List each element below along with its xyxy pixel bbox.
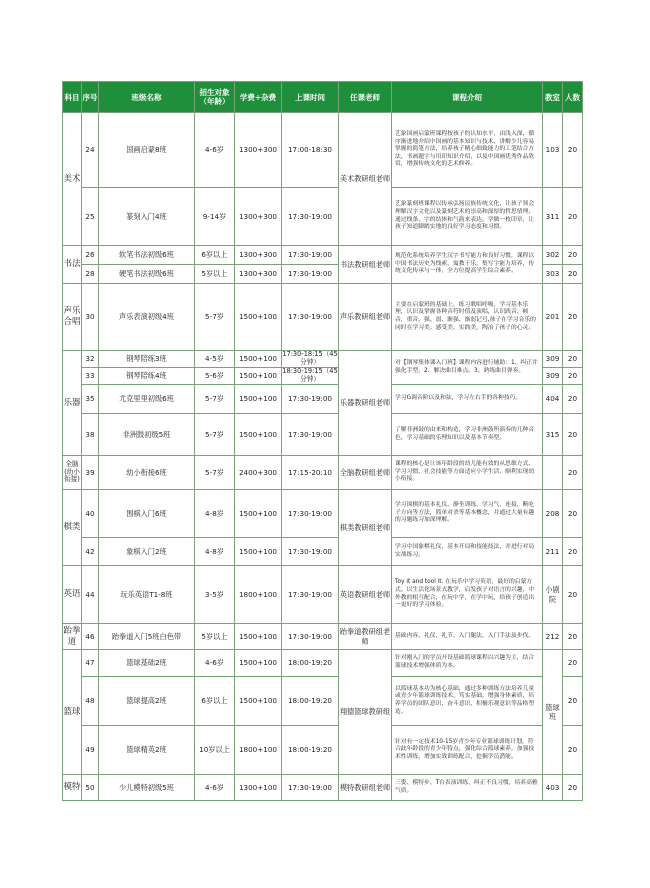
age-cell: 3-5岁 — [195, 566, 235, 624]
class-name-cell: 钢琴陪练4班 — [99, 368, 195, 385]
age-cell: 6岁以上 — [195, 246, 235, 265]
class-name-cell: 软笔书法初级6班 — [99, 246, 195, 265]
age-cell: 5-7岁 — [195, 385, 235, 414]
fee-cell: 1500+100 — [235, 538, 282, 566]
table-row — [63, 538, 583, 566]
number-cell: 24 — [82, 113, 99, 188]
count-cell: 20 — [563, 351, 583, 368]
room-cell: 208 — [543, 490, 563, 538]
number-cell: 35 — [82, 385, 99, 414]
subject-cell: 声乐合唱 — [63, 284, 82, 351]
count-cell: 20 — [563, 385, 583, 414]
table-row — [63, 677, 583, 726]
time-cell: 17:30-19:00 — [282, 538, 339, 566]
age-cell: 5-7岁 — [195, 284, 235, 351]
number-cell: 47 — [82, 650, 99, 677]
subject-cell: 模特 — [63, 775, 82, 801]
number-cell: 48 — [82, 677, 99, 726]
room-cell: 309 — [543, 351, 563, 368]
age-cell: 5-7岁 — [195, 456, 235, 490]
teacher-cell: 跆拳道教研组老师 — [339, 624, 392, 650]
fee-cell: 1500+100 — [235, 490, 282, 538]
intro-cell: 三姿、模特步、T台表演训练，纠正不良习惯，培养高雅气质。 — [392, 775, 543, 801]
table-row — [63, 351, 583, 368]
class-name-cell: 篮球基础2班 — [99, 650, 195, 677]
number-cell: 30 — [82, 284, 99, 351]
count-cell: 20 — [563, 246, 583, 265]
subject-cell: 棋类 — [63, 490, 82, 566]
count-cell: 20 — [563, 490, 583, 538]
count-cell: 20 — [563, 775, 583, 801]
age-cell: 4-6岁 — [195, 113, 235, 188]
header-intro: 课程介绍 — [392, 82, 543, 113]
room-cell: 211 — [543, 538, 563, 566]
count-cell: 20 — [563, 677, 583, 726]
age-cell: 4-6岁 — [195, 775, 235, 801]
intro-cell: Toy it and tool it. 在玩乐中学习英语，最好的启蒙方式。以生活化场景式教学，启发孩子对语言的兴趣，中外教的相互配合，在玩中学，在学中玩，给孩子创造出一更好的学习体验。 — [392, 566, 543, 624]
teacher-cell: 模特教研组老师 — [339, 775, 392, 801]
time-cell: 17:30-19:00 — [282, 385, 339, 414]
time-cell: 17:30-19:00 — [282, 188, 339, 246]
intro-cell: 针对刚入门的学员开设基础篮球课程以兴趣为主，结合篮球技术增强体质为本。 — [392, 650, 543, 677]
intro-cell: 规范化系统培养学生汉字书写能力和良好习惯，课程以中国书法历史为线索，寓教于乐，集写字能力培养，传统文化传承与一体，全方位提高学生综合素养。 — [392, 246, 543, 284]
header-time: 上课时间 — [282, 82, 339, 113]
time-cell: 18:00-19:20 — [282, 650, 339, 677]
number-cell: 25 — [82, 188, 99, 246]
count-cell: 20 — [563, 456, 583, 490]
time-cell: 17:30-19:00 — [282, 246, 339, 265]
table-row — [63, 490, 583, 538]
count-cell: 20 — [563, 368, 583, 385]
fee-cell: 1300+300 — [235, 265, 282, 284]
table-row — [63, 113, 583, 188]
intro-cell: 学习围棋的基本礼仪，静坐训练，学习气，连接，断吃子方向等方法，简单对杀等基本概念，并通过大量有趣的习题练习加深理解。 — [392, 490, 543, 538]
class-name-cell: 篮球提高2班 — [99, 677, 195, 726]
number-cell: 44 — [82, 566, 99, 624]
teacher-cell: 乐器教研组老师 — [339, 351, 392, 456]
count-cell: 20 — [563, 650, 583, 677]
intro-cell: 课程的核心是让该年龄段的幼儿能有效的从思维方式、学习习惯、社会技能等方面适应小学生活，顺利实现幼小衔接。 — [392, 456, 543, 490]
number-cell: 39 — [82, 456, 99, 490]
number-cell: 28 — [82, 265, 99, 284]
subject-cell: 全脑(幼小衔接) — [63, 456, 82, 490]
time-cell: 17:30-19:00 — [282, 624, 339, 650]
time-cell: 17:30-19:00 — [282, 566, 339, 624]
age-cell: 4-8岁 — [195, 490, 235, 538]
class-name-cell: 玩乐英语T1-8班 — [99, 566, 195, 624]
intro-cell: 针对有一定技术10-15岁青少年专业篮球训练计划，符合此年龄段的青少年特点，强化综合篮球素养，加强技术性训练，增加实战训练配合，挖掘学员潜能。 — [392, 726, 543, 775]
fee-cell: 1800+100 — [235, 566, 282, 624]
time-cell: 17:15-20:10 — [282, 456, 339, 490]
fee-cell: 1800+100 — [235, 726, 282, 775]
count-cell: 20 — [563, 188, 583, 246]
table-row — [63, 566, 583, 624]
time-cell: 17:00-18:30 — [282, 113, 339, 188]
header-count: 人数 — [563, 82, 583, 113]
header-room: 教室 — [543, 82, 563, 113]
header-fee: 学费+杂费 — [235, 82, 282, 113]
table-row — [63, 414, 583, 456]
table-row — [63, 650, 583, 677]
fee-cell: 1300+100 — [235, 775, 282, 801]
age-cell: 5岁以上 — [195, 265, 235, 284]
count-cell: 20 — [563, 265, 583, 284]
course-table — [62, 81, 583, 801]
fee-cell: 1500+100 — [235, 284, 282, 351]
age-cell: 6岁以上 — [195, 677, 235, 726]
fee-cell: 1300+300 — [235, 246, 282, 265]
intro-cell: 了解非洲鼓的由来和构造，学习非洲鼓所演奏的几种音色，学习基础的乐理知识以及基本节奏型。 — [392, 414, 543, 456]
time-cell: 17:30-19:00 — [282, 775, 339, 801]
count-cell: 20 — [563, 538, 583, 566]
number-cell: 33 — [82, 368, 99, 385]
header-subject: 科目 — [63, 82, 82, 113]
teacher-cell: 棋类教研组老师 — [339, 490, 392, 566]
room-cell: 315 — [543, 414, 563, 456]
class-name-cell: 非洲鼓初级5班 — [99, 414, 195, 456]
class-name-cell: 围棋入门6班 — [99, 490, 195, 538]
teacher-cell: 美术教研组老师 — [339, 113, 392, 246]
time-cell: 17:30-18:15（45分钟） — [282, 350, 338, 366]
header-teacher: 任课老师 — [339, 82, 392, 113]
class-name-cell: 国画启蒙8班 — [99, 113, 195, 188]
number-cell: 40 — [82, 490, 99, 538]
subject-cell: 篮球 — [63, 650, 82, 775]
age-cell: 5岁以上 — [195, 624, 235, 650]
time-cell: 18:00-19:20 — [282, 726, 339, 775]
class-name-cell: 硬笔书法初级6班 — [99, 265, 195, 284]
intro-cell: 基础内容，礼仪，礼节，入门腿法，入门手法及步伐。 — [392, 624, 543, 650]
table-row — [63, 284, 583, 351]
intro-cell: 艺象篆刻班课程以传承弘扬民族传统文化，让孩子领会理解汉字文化以及篆刻艺术的崇高和深厚的哲思情理，通过线条、字的结体和气韵来表达。学做一枚印章，让孩子知道脚踏实地的良好学习态度和习惯。 — [392, 188, 543, 246]
table-row — [63, 188, 583, 246]
count-cell: 20 — [563, 624, 583, 650]
teacher-cell: 书法教研组老师 — [339, 246, 392, 284]
number-cell: 26 — [82, 246, 99, 265]
age-cell: 10岁以上 — [195, 726, 235, 775]
teacher-cell: 全脑教研组老师 — [339, 456, 392, 490]
time-cell: 18:00-19:20 — [282, 677, 339, 726]
count-cell: 20 — [563, 414, 583, 456]
class-name-cell: 尤克里里初级6班 — [99, 385, 195, 414]
fee-cell: 2400+300 — [235, 456, 282, 490]
time-cell: 17:30-19:00 — [282, 284, 339, 351]
intro-cell: 学习中国象棋礼仪，基本开局和技能技法，并进行对局实战练习。 — [392, 538, 543, 566]
course-schedule-page — [62, 81, 582, 801]
intro-cell: 艺象国画启蒙班课程按孩子的认知水平，由浅入深，循序渐进地介绍中国画的基本知识与技术，讲解少儿容易掌握的简笔方法，培养孩子精心细致能力的工笔结合方法，书画题字与用印知识介绍，以及中国画优秀作品欣赏，增强传统文化的艺术修养。 — [392, 113, 543, 188]
intro-cell: 以篮球基本功为核心基础，通过多种训练方法培养儿童或青少年篮球训练技术，笃实基础，增强身体素质，培养学员的团队意识，奋斗意识，积极乐观意识等品格塑造。 — [392, 677, 543, 726]
count-cell: 20 — [563, 566, 583, 624]
number-cell: 42 — [82, 538, 99, 566]
fee-cell: 1500+100 — [235, 368, 282, 385]
fee-cell: 1500+100 — [235, 414, 282, 456]
intro-cell: 学习G调音阶以及和弦，学习左右手的各种技巧。 — [392, 385, 543, 414]
subject-cell: 跆拳道 — [63, 624, 82, 650]
fee-cell: 1300+300 — [235, 113, 282, 188]
age-cell: 9-14岁 — [195, 188, 235, 246]
time-cell: 17:30-19:00 — [282, 265, 339, 284]
room-cell: 303 — [543, 265, 563, 284]
class-name-cell: 跆拳道入门5班白色带 — [99, 624, 195, 650]
class-name-cell: 少儿模特初级5班 — [99, 775, 195, 801]
fee-cell: 1500+100 — [235, 650, 282, 677]
room-cell: 302 — [543, 246, 563, 265]
age-cell: 5-7岁 — [195, 414, 235, 456]
table-row — [63, 726, 583, 775]
intro-cell: 主要在启蒙班的基础上，练习歌唱呼吸，学习基本乐理，认识及掌握各种音符时值及演唱，认识践音、顿音，重音、强、弱、渐强、渐弱记号,孩子在学习音乐的同时在学习美、感受美，实践美，陶冶了孩子的心灵。 — [392, 284, 543, 351]
count-cell: 20 — [563, 113, 583, 188]
count-cell: 20 — [563, 284, 583, 351]
room-cell: 201 — [543, 284, 563, 351]
fee-cell: 1500+100 — [235, 351, 282, 368]
class-name-cell: 篆刻入门4班 — [99, 188, 195, 246]
intro-cell: 对【钢琴集体课入门班】课程内容进行辅助：1、纠正并强化手型。2、解决曲目难点。3、熟练曲目弹奏。 — [392, 351, 543, 385]
room-cell — [543, 456, 563, 490]
fee-cell: 1500+100 — [235, 677, 282, 726]
class-name-cell: 幼小衔接6班 — [99, 456, 195, 490]
time-cell: 18:30-19:15（45分钟） — [282, 367, 338, 383]
room-cell: 212 — [543, 624, 563, 650]
fee-cell: 1500+100 — [235, 624, 282, 650]
number-cell: 49 — [82, 726, 99, 775]
class-name-cell: 篮球精英2班 — [99, 726, 195, 775]
subject-cell: 书法 — [63, 246, 82, 284]
table-row — [63, 624, 583, 650]
time-cell: 17:30-19:00 — [282, 414, 339, 456]
room-cell: 403 — [543, 775, 563, 801]
number-cell: 32 — [82, 351, 99, 368]
teacher-cell: 声乐教研组老师 — [339, 284, 392, 351]
table-row — [63, 246, 583, 265]
room-cell: 311 — [543, 188, 563, 246]
age-cell: 4-8岁 — [195, 538, 235, 566]
header-number: 序号 — [82, 82, 99, 113]
subject-cell: 英语 — [63, 566, 82, 624]
header-age: 招生对象（年龄） — [195, 82, 235, 113]
fee-cell: 1500+100 — [235, 385, 282, 414]
class-name-cell: 象棋入门2班 — [99, 538, 195, 566]
table-row — [63, 385, 583, 414]
room-cell: 404 — [543, 385, 563, 414]
number-cell: 50 — [82, 775, 99, 801]
room-cell: 309 — [543, 368, 563, 385]
age-cell: 5-6岁 — [195, 368, 235, 385]
age-cell: 4-6岁 — [195, 650, 235, 677]
age-cell: 4-5岁 — [195, 351, 235, 368]
subject-cell: 美术 — [63, 113, 82, 246]
number-cell: 38 — [82, 414, 99, 456]
teacher-cell: 英语教研组老师 — [339, 566, 392, 624]
table-row — [63, 456, 583, 490]
table-header-row — [63, 82, 583, 113]
time-cell: 17:30-19:00 — [282, 490, 339, 538]
class-name-cell: 声乐表演初级4班 — [99, 284, 195, 351]
room-cell: 103 — [543, 113, 563, 188]
fee-cell: 1300+300 — [235, 188, 282, 246]
room-cell: 小剧院 — [543, 566, 563, 624]
header-class-name: 班级名称 — [99, 82, 195, 113]
count-cell: 20 — [563, 726, 583, 775]
table-row — [63, 775, 583, 801]
number-cell: 46 — [82, 624, 99, 650]
teacher-cell: 翔德篮球教研组 — [339, 650, 392, 775]
room-cell: 篮球班 — [543, 650, 563, 775]
subject-cell: 乐器 — [63, 351, 82, 456]
class-name-cell: 钢琴陪练3班 — [99, 351, 195, 368]
